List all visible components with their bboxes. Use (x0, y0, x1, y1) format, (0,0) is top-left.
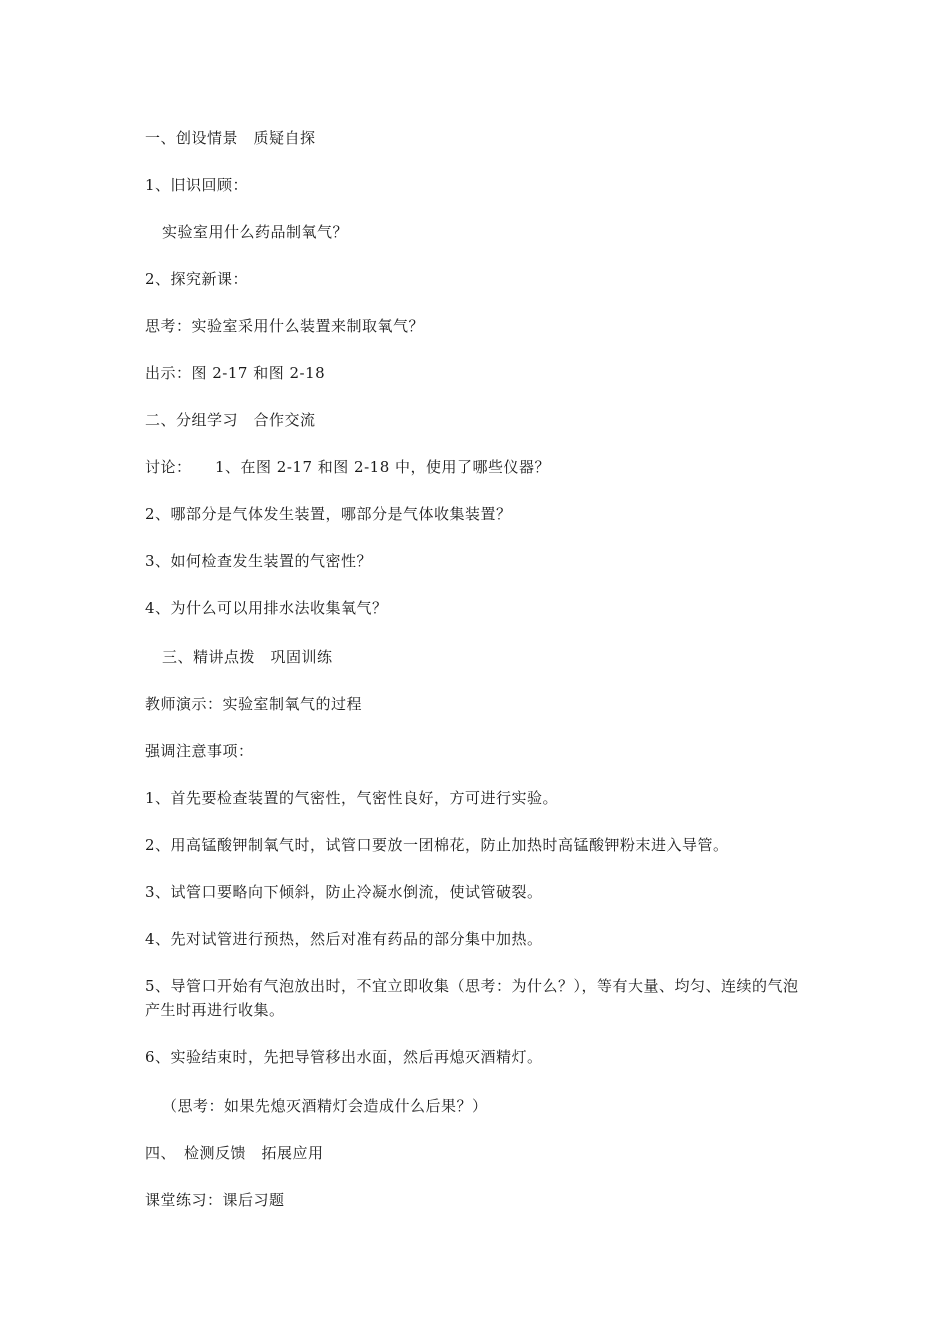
paragraph-discussion-1: 讨论： 1、在图 2-17 和图 2-18 中，使用了哪些仪器？ (145, 458, 551, 476)
paragraph-question-drugs: 实验室用什么药品制氧气？ (162, 223, 349, 241)
paragraph-review: 1、旧识回顾： (145, 176, 249, 194)
paragraph-note-2: 2、用高锰酸钾制氧气时，试管口要放一团棉花，防止加热时高锰酸钾粉末进入导管。 (145, 836, 729, 854)
section-heading-2: 二、分组学习 合作交流 (145, 411, 316, 429)
section-heading-1: 一、创设情景 质疑自探 (145, 129, 316, 147)
paragraph-classroom-practice: 课堂练习：课后习题 (145, 1191, 285, 1209)
paragraph-new-lesson: 2、探究新课： (145, 270, 249, 288)
paragraph-note-1: 1、首先要检查装置的气密性，气密性良好，方可进行实验。 (145, 789, 559, 807)
paragraph-show-figures: 出示：图 2-17 和图 2-18 (145, 364, 326, 382)
paragraph-note-6: 6、实验结束时，先把导管移出水面，然后再熄灭酒精灯。 (145, 1048, 543, 1066)
paragraph-note-4: 4、先对试管进行预热，然后对准有药品的部分集中加热。 (145, 930, 543, 948)
paragraph-discussion-2: 2、哪部分是气体发生装置，哪部分是气体收集装置？ (145, 505, 512, 523)
paragraph-discussion-3: 3、如何检查发生装置的气密性？ (145, 552, 373, 570)
paragraph-discussion-4: 4、为什么可以用排水法收集氧气？ (145, 599, 388, 617)
paragraph-think-apparatus: 思考：实验室采用什么装置来制取氧气？ (145, 317, 425, 335)
paragraph-teacher-demo: 教师演示：实验室制氧气的过程 (145, 695, 363, 713)
section-heading-4: 四、 检测反馈 拓展应用 (145, 1144, 324, 1162)
paragraph-note-3: 3、试管口要略向下倾斜，防止冷凝水倒流，使试管破裂。 (145, 883, 543, 901)
paragraph-notes-heading: 强调注意事项： (145, 742, 254, 760)
paragraph-note-5: 5、导管口开始有气泡放出时，不宜立即收集（思考：为什么？），等有大量、均匀、连续的气泡产生时再进行收集。 (145, 977, 799, 1019)
section-heading-3: 三、精讲点拨 巩固训练 (162, 648, 333, 666)
paragraph-think-consequence: （思考：如果先熄灭酒精灯会造成什么后果？） (162, 1097, 488, 1115)
